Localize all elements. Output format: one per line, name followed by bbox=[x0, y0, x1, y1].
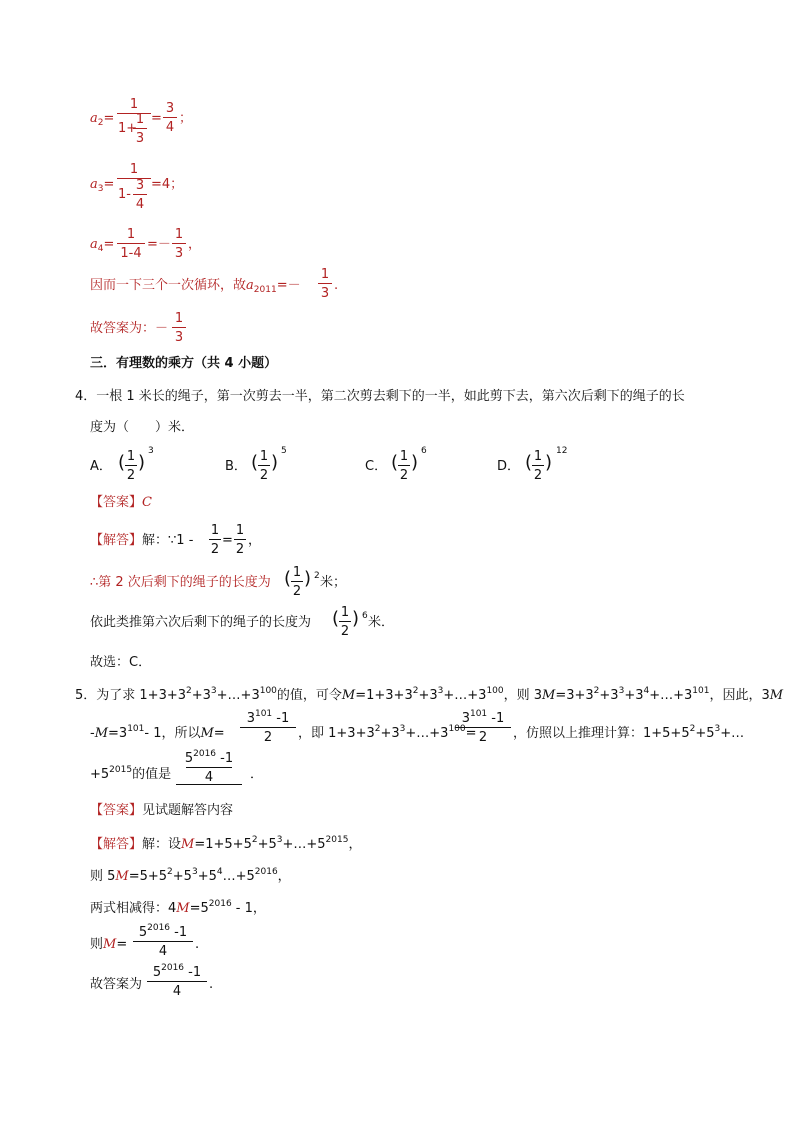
a3-tail: =4； bbox=[151, 177, 184, 192]
a2-eq2: = bbox=[151, 111, 162, 126]
q4-stem-line1: 4．一根 1 米长的绳子，第一次剪去一半，第二次剪去剩下的一半，如此剪下去，第六次后剩下的绳子的长 bbox=[75, 389, 685, 404]
q5-stem-line1: 5．为了求 $1+3+3^2+3^3+\dots+3^{100}$的值，可令$M=1+3+3^2+3^3+\dots+3^{100}$，则 $3M=3+3^2+3^3+3^4+\dots+3^{101}$，因此，3M bbox=[75, 686, 784, 703]
a3-den-prefix: 1- bbox=[118, 187, 131, 202]
q5-stem-line2-a: $-M=3^{101}-$ 1，所以M= bbox=[90, 724, 225, 741]
a2-result-fraction: 3 4 bbox=[163, 102, 177, 134]
q5-stem-line3-a: $+5^{2015}$的值是 bbox=[90, 765, 172, 782]
a2-fraction: 1 bbox=[117, 98, 151, 114]
a4-fraction: 1 1-4 bbox=[117, 228, 145, 260]
option-exponent: 5 bbox=[281, 446, 287, 456]
q4-stem-line2: 度为（ ）米． bbox=[90, 420, 195, 435]
cycle-tail: . bbox=[334, 278, 339, 293]
q4-therefore-line: ∴第 2 次后剩下的绳子的长度为 bbox=[90, 575, 271, 590]
q5-stem-line2-b: ，即 $1+3+3^2+3^3+\dots+3^{100}=$ bbox=[298, 724, 477, 741]
q5-blank-answer: $5^{2016}$ -1 4 bbox=[176, 752, 242, 785]
a4-tail: ， bbox=[188, 237, 202, 252]
q5-final-tail: . bbox=[209, 977, 214, 992]
option-fraction: 1 2 bbox=[126, 449, 136, 483]
option-exponent: 6 bbox=[421, 446, 427, 456]
q4-therefore-tail: 米； bbox=[320, 575, 347, 590]
q5-stem-line3-b: ． bbox=[250, 767, 264, 782]
q5-solution-line1: 【解答】解：设$M=1+5+5^2+5^3+\dots+5^{2015}$， bbox=[90, 835, 362, 852]
q4-choose: 故选：C． bbox=[90, 655, 152, 670]
a2-inner-fraction: 1 3 bbox=[133, 113, 147, 145]
option-label: D． bbox=[497, 459, 521, 474]
option-label: A． bbox=[90, 459, 112, 474]
q4-sol-eq: = bbox=[222, 533, 233, 548]
cycle-fraction: 1 3 bbox=[318, 268, 332, 300]
q4-sol-fraction-2: 1 2 bbox=[235, 523, 245, 557]
a3-label: $a_3=$ bbox=[90, 177, 115, 194]
q5-final-fraction: $5^{2016}$ -1 4 bbox=[147, 966, 207, 998]
q4-infer-line: 依此类推第六次后剩下的绳子的长度为 bbox=[90, 615, 312, 630]
option-fraction: 1 2 bbox=[399, 449, 409, 483]
answer-fraction-3: 1 3 bbox=[172, 312, 186, 344]
q4-sol-fraction-1: 1 2 bbox=[210, 523, 220, 557]
option-label: C． bbox=[365, 459, 388, 474]
option-exponent: 3 bbox=[148, 446, 154, 456]
a2-label: $a_2=$ bbox=[90, 111, 115, 128]
cycle-line: 因而一下三个一次循环，故$a_{2011}=-$ bbox=[90, 278, 301, 295]
a3-inner-fraction: 3 4 bbox=[133, 179, 147, 211]
q4-therefore-exp: 2 bbox=[314, 571, 320, 581]
q5-solution-line4: 则M= bbox=[90, 937, 128, 952]
a4-label: $a_4=$ bbox=[90, 237, 115, 254]
q4-therefore-fraction: 1 2 bbox=[292, 565, 302, 599]
option-exponent: 12 bbox=[556, 446, 568, 456]
q5-stem-line2-c: ，仿照以上推理计算：$1+5+5^2+5^3+\dots$ bbox=[513, 724, 745, 741]
section-heading: 三．有理数的乘方（共 4 小题） bbox=[90, 356, 278, 371]
option-label: B． bbox=[225, 459, 247, 474]
a3-fraction: 1 bbox=[117, 163, 151, 179]
q4-answer: 【答案】C bbox=[90, 495, 152, 510]
q5-solution-line2: 则 $5M=5+5^2+5^3+5^4\dots+5^{2016}$， bbox=[90, 867, 291, 884]
option-fraction: 1 2 bbox=[259, 449, 269, 483]
q5-solution-line3: 两式相减得：$4M=5^{2016} - 1$， bbox=[90, 899, 266, 916]
a4-eq2: =－ bbox=[147, 237, 171, 252]
q5-answer: 【答案】见试题解答内容 bbox=[90, 803, 234, 818]
option-fraction: 1 2 bbox=[533, 449, 543, 483]
q5-final-answer: 故答案为 bbox=[90, 977, 143, 992]
q5-fraction-2: $3^{101}$ -1 2 bbox=[455, 712, 511, 744]
q4-solution-line: 【解答】解：∵1 - bbox=[90, 533, 194, 548]
q4-infer-exp: 6 bbox=[362, 611, 368, 621]
q5-fraction-1: $3^{101}$ -1 2 bbox=[240, 712, 296, 744]
q5-solution-fraction-1: $5^{2016}$ -1 4 bbox=[133, 926, 193, 958]
answer-line-3: 故答案为：－ bbox=[90, 321, 169, 336]
q4-infer-fraction: 1 2 bbox=[340, 605, 350, 639]
q4-sol-tail: ， bbox=[248, 533, 262, 548]
a4-result-fraction: 1 3 bbox=[172, 228, 186, 260]
q4-infer-tail: 米． bbox=[368, 615, 395, 630]
a2-tail: ； bbox=[179, 111, 193, 126]
q5-solution-line4-tail: . bbox=[195, 937, 200, 952]
a2-den-prefix: 1+ bbox=[118, 121, 138, 136]
